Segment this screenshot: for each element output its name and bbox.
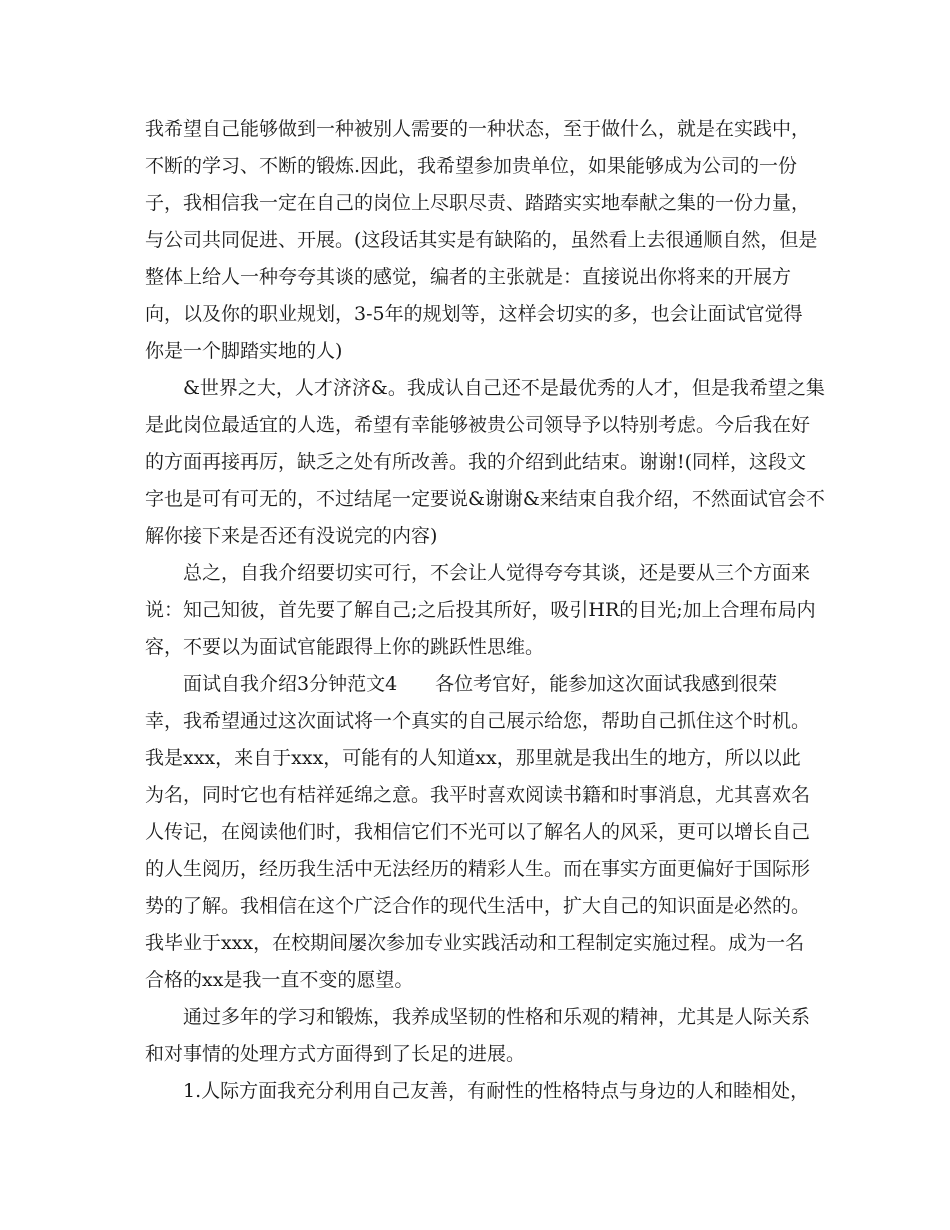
text-line: 与公司共同促进、开展。(这段话其实是有缺陷的，虽然看上去很通顺自然，但是 <box>145 229 818 251</box>
text-line: 不断的学习、不断的锻炼.因此，我希望参加贵单位，如果能够成为公司的一份 <box>145 155 798 177</box>
text-line: 你是一个脚踏实地的人) <box>145 340 343 362</box>
text-line: 是此岗位最适宜的人选，希望有幸能够被贵公司领导予以特别考虑。今后我在好 <box>145 414 811 436</box>
paragraph-first-line: &世界之大，人才济济&。我成认自己还不是最优秀的人才，但是我希望之集 <box>183 377 825 399</box>
text-line: 合格的xx是我一直不变的愿望。 <box>145 969 414 991</box>
text-line: 字也是可有可无的，不过结尾一定要说&谢谢&来结束自我介绍，不然面试官会不 <box>145 488 825 510</box>
paragraph-first-line: 通过多年的学习和锻炼，我养成坚韧的性格和乐观的精神，尤其是人际关系 <box>183 1006 811 1028</box>
text-line: 解你接下来是否还有没说完的内容) <box>145 525 438 547</box>
text-line: 的人生阅历，经历我生活中无法经历的精彩人生。而在事实方面更偏好于国际形 <box>145 858 811 880</box>
text-line: 我是xxx，来自于xxx，可能有的人知道xx，那里就是我出生的地方，所以以此 <box>145 747 801 769</box>
text-line: 子，我相信我一定在自己的岗位上尽职尽责、踏踏实实地奉献之集的一份力量， <box>145 192 811 214</box>
text-line: 我希望自己能够做到一种被别人需要的一种状态，至于做什么，就是在实践中， <box>145 118 811 140</box>
text-line: 我毕业于xxx，在校期间屡次参加专业实践活动和工程制定实施过程。成为一名 <box>145 932 805 954</box>
text-line: 向，以及你的职业规划，3-5年的规划等，这样会切实的多，也会让面试官觉得 <box>145 303 803 325</box>
text-line: 幸，我希望通过这次面试将一个真实的自己展示给您，帮助自己抓住这个时机。 <box>145 710 811 732</box>
text-line: 容，不要以为面试官能跟得上你的跳跃性思维。 <box>145 636 545 658</box>
text-line: 为名，同时它也有桔祥延绵之意。我平时喜欢阅读书籍和时事消息，尤其喜欢名 <box>145 784 811 806</box>
text-line: 说：知己知彼，首先要了解自己;之后投其所好，吸引HR的目光;加上合理布局内 <box>145 599 816 621</box>
text-line: 人传记，在阅读他们时，我相信它们不光可以了解名人的风采，更可以增长自己 <box>145 821 811 843</box>
paragraph-first-line: 总之，自我介绍要切实可行，不会让人觉得夸夸其谈，还是要从三个方面来 <box>183 562 811 584</box>
text-line: 和对事情的处理方式方面得到了长足的进展。 <box>145 1043 526 1065</box>
text-line: 势的了解。我相信在这个广泛合作的现代生活中，扩大自己的知识面是必然的。 <box>145 895 811 917</box>
paragraph-first-line: 面试自我介绍3分钟范文4 各位考官好，能参加这次面试我感到很荣 <box>183 673 778 695</box>
text-line: 的方面再接再厉，缺乏之处有所改善。我的介绍到此结束。谢谢!(同样，这段文 <box>145 451 807 473</box>
text-line: 整体上给人一种夸夸其谈的感觉，编者的主张就是：直接说出你将来的开展方 <box>145 266 792 288</box>
paragraph-first-line: 1.人际方面我充分利用自己友善，有耐性的性格特点与身边的人和睦相处， <box>183 1080 810 1102</box>
